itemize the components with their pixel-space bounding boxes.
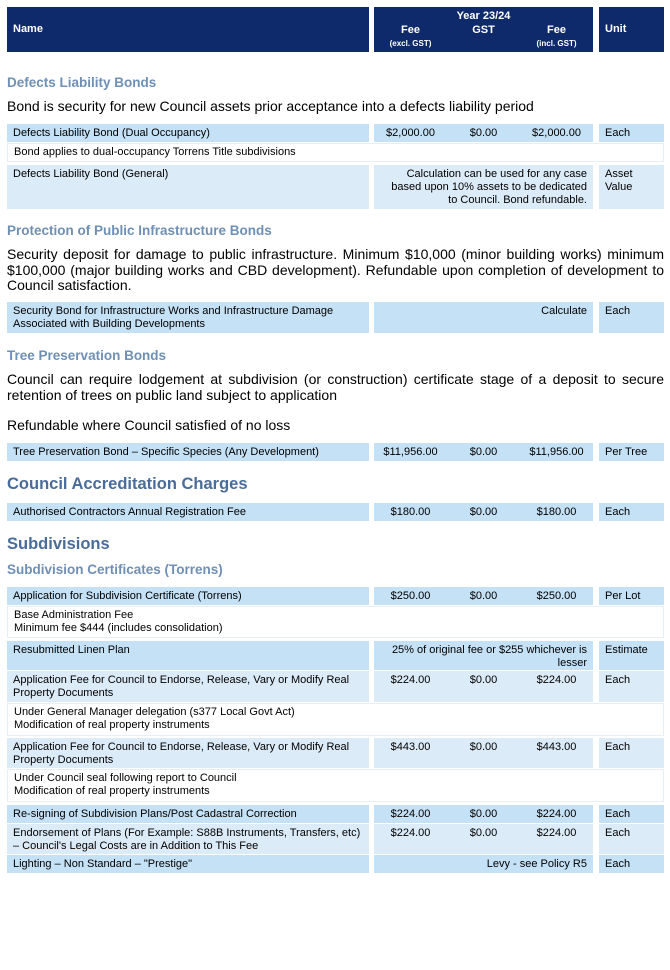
note-text: Under Council seal following report to Council — [14, 772, 237, 784]
header-name: Name — [7, 7, 369, 52]
row-unit: Each — [599, 503, 664, 521]
gst: $0.00 — [469, 808, 498, 820]
row-note — [7, 143, 664, 162]
row-fees — [374, 671, 593, 702]
gst: $0.00 — [469, 446, 498, 458]
infrastructure-intro: Security deposit for damage to public infrastructure. Minimum $10,000 (minor building works) minimum $100,000 (major building works and CBD development). Refundable upon completion of development to Council satisfaction. — [7, 246, 664, 293]
row-name: Authorised Contractors Annual Registration Fee — [7, 503, 369, 521]
table-row — [7, 855, 664, 873]
row-note — [7, 703, 664, 736]
table-row — [7, 824, 664, 854]
row-name: Lighting – Non Standard – "Prestige" — [7, 855, 369, 873]
note-text: Bond applies to dual-occupancy Torrens Title subdivisions — [14, 146, 296, 158]
fee-incl: $180.00 — [536, 506, 577, 518]
header-fee-excl: Fee (excl. GST) — [389, 24, 432, 48]
row-fees — [374, 443, 593, 461]
row-unit: Asset Value — [599, 165, 664, 209]
row-name: Application Fee for Council to Endorse, Release, Vary or Modify Real Property Documents — [7, 671, 369, 702]
row-name: Application Fee for Council to Endorse, Release, Vary or Modify Real Property Documents — [7, 738, 369, 768]
section-heading-accreditation: Council Accreditation Charges — [7, 475, 248, 493]
row-note — [7, 606, 664, 638]
row-name: Endorsement of Plans (For Example: S88B Instruments, Transfers, etc) – Council's Legal Costs are in Addition to This Fee — [7, 824, 369, 854]
section-heading-infrastructure: Protection of Public Infrastructure Bonds — [7, 223, 272, 238]
table-row — [7, 805, 664, 823]
row-fees — [374, 165, 593, 209]
fee-incl: $2,000.00 — [532, 127, 581, 139]
row-unit: Each — [599, 805, 664, 823]
row-name: Tree Preservation Bond – Specific Species (Any Development) — [7, 443, 369, 461]
table-row — [7, 587, 664, 605]
table-header — [7, 7, 664, 52]
row-unit: Estimate — [599, 641, 664, 670]
row-fees — [374, 805, 593, 823]
row-name: Re-signing of Subdivision Plans/Post Cadastral Correction — [7, 805, 369, 823]
fee-excl: $2,000.00 — [386, 127, 435, 139]
fee-excl: $11,956.00 — [383, 446, 438, 458]
table-row — [7, 165, 664, 209]
fee-incl: $224.00 — [536, 808, 577, 820]
subsection-heading-torrens: Subdivision Certificates (Torrens) — [7, 562, 223, 577]
table-row — [7, 302, 664, 333]
fee-text: Calculation can be used for any case based upon 10% assets to be dedicated to Council. Bond refundable. — [391, 168, 587, 206]
note-text: Modification of real property instruments — [14, 718, 210, 731]
row-unit: Each — [599, 738, 664, 768]
tree-intro: Council can require lodgement at subdivision (or construction) certificate stage of a deposit to secure retention of trees on public land subject to application — [7, 371, 664, 403]
gst: $0.00 — [469, 741, 498, 753]
row-unit: Per Lot — [599, 587, 664, 605]
row-fees — [374, 587, 593, 605]
row-fees — [374, 738, 593, 768]
fee-excl: $443.00 — [390, 741, 431, 753]
row-unit: Each — [599, 302, 664, 333]
fee-text: Calculate — [541, 305, 587, 317]
row-fees — [374, 824, 593, 854]
fee-excl: $250.00 — [390, 590, 431, 602]
note-text: Minimum fee $444 (includes consolidation) — [14, 621, 223, 634]
header-fee-incl: Fee (incl. GST) — [536, 24, 577, 48]
table-row — [7, 738, 664, 768]
note-text: Under General Manager delegation (s377 Local Govt Act) — [14, 706, 295, 718]
row-name: Application for Subdivision Certificate (Torrens) — [7, 587, 369, 605]
row-note — [7, 769, 664, 802]
row-unit: Per Tree — [599, 443, 664, 461]
row-fees — [374, 503, 593, 521]
table-row — [7, 124, 664, 142]
fee-incl: $224.00 — [536, 827, 577, 839]
table-row — [7, 641, 664, 670]
fee-incl: $11,956.00 — [529, 446, 584, 458]
defects-intro: Bond is security for new Council assets prior acceptance into a defects liability period — [7, 98, 534, 114]
gst: $0.00 — [469, 506, 498, 518]
fee-excl: $224.00 — [390, 674, 431, 686]
table-row — [7, 443, 664, 461]
table-row — [7, 503, 664, 521]
fee-table — [7, 7, 664, 52]
header-gst: GST — [472, 24, 495, 36]
row-fees — [374, 302, 593, 333]
fee-text: Levy - see Policy R5 — [486, 858, 587, 870]
gst: $0.00 — [469, 827, 498, 839]
section-heading-tree: Tree Preservation Bonds — [7, 348, 167, 363]
section-heading-subdivisions: Subdivisions — [7, 535, 110, 553]
note-text: Base Administration Fee — [14, 609, 134, 621]
header-year: Year 23/24 — [456, 10, 511, 22]
row-unit: Each — [599, 824, 664, 854]
fee-incl: $250.00 — [536, 590, 577, 602]
row-fees — [374, 855, 593, 873]
row-unit: Each — [599, 671, 664, 702]
fee-excl: $224.00 — [390, 827, 431, 839]
row-name: Defects Liability Bond (Dual Occupancy) — [7, 124, 369, 142]
fee-incl: $224.00 — [536, 674, 577, 686]
header-year-group — [374, 7, 593, 52]
gst: $0.00 — [469, 674, 498, 686]
section-heading-defects: Defects Liability Bonds — [7, 75, 157, 90]
tree-refund-text: Refundable where Council satisfied of no loss — [7, 417, 291, 433]
gst: $0.00 — [469, 127, 498, 139]
row-unit: Each — [599, 124, 664, 142]
row-name: Resubmitted Linen Plan — [7, 641, 369, 670]
fee-excl: $180.00 — [390, 506, 431, 518]
note-text: Modification of real property instruments — [14, 784, 210, 797]
gst: $0.00 — [469, 590, 498, 602]
row-fees — [374, 124, 593, 142]
fee-incl: $443.00 — [536, 741, 577, 753]
fee-excl: $224.00 — [390, 808, 431, 820]
fee-text: 25% of original fee or $255 whichever is lesser — [391, 644, 587, 669]
header-unit: Unit — [599, 7, 664, 52]
table-row — [7, 671, 664, 702]
row-fees — [374, 641, 593, 670]
row-name: Security Bond for Infrastructure Works and Infrastructure Damage Associated with Building Developments — [7, 302, 369, 333]
row-name: Defects Liability Bond (General) — [7, 165, 369, 209]
row-unit: Each — [599, 855, 664, 873]
